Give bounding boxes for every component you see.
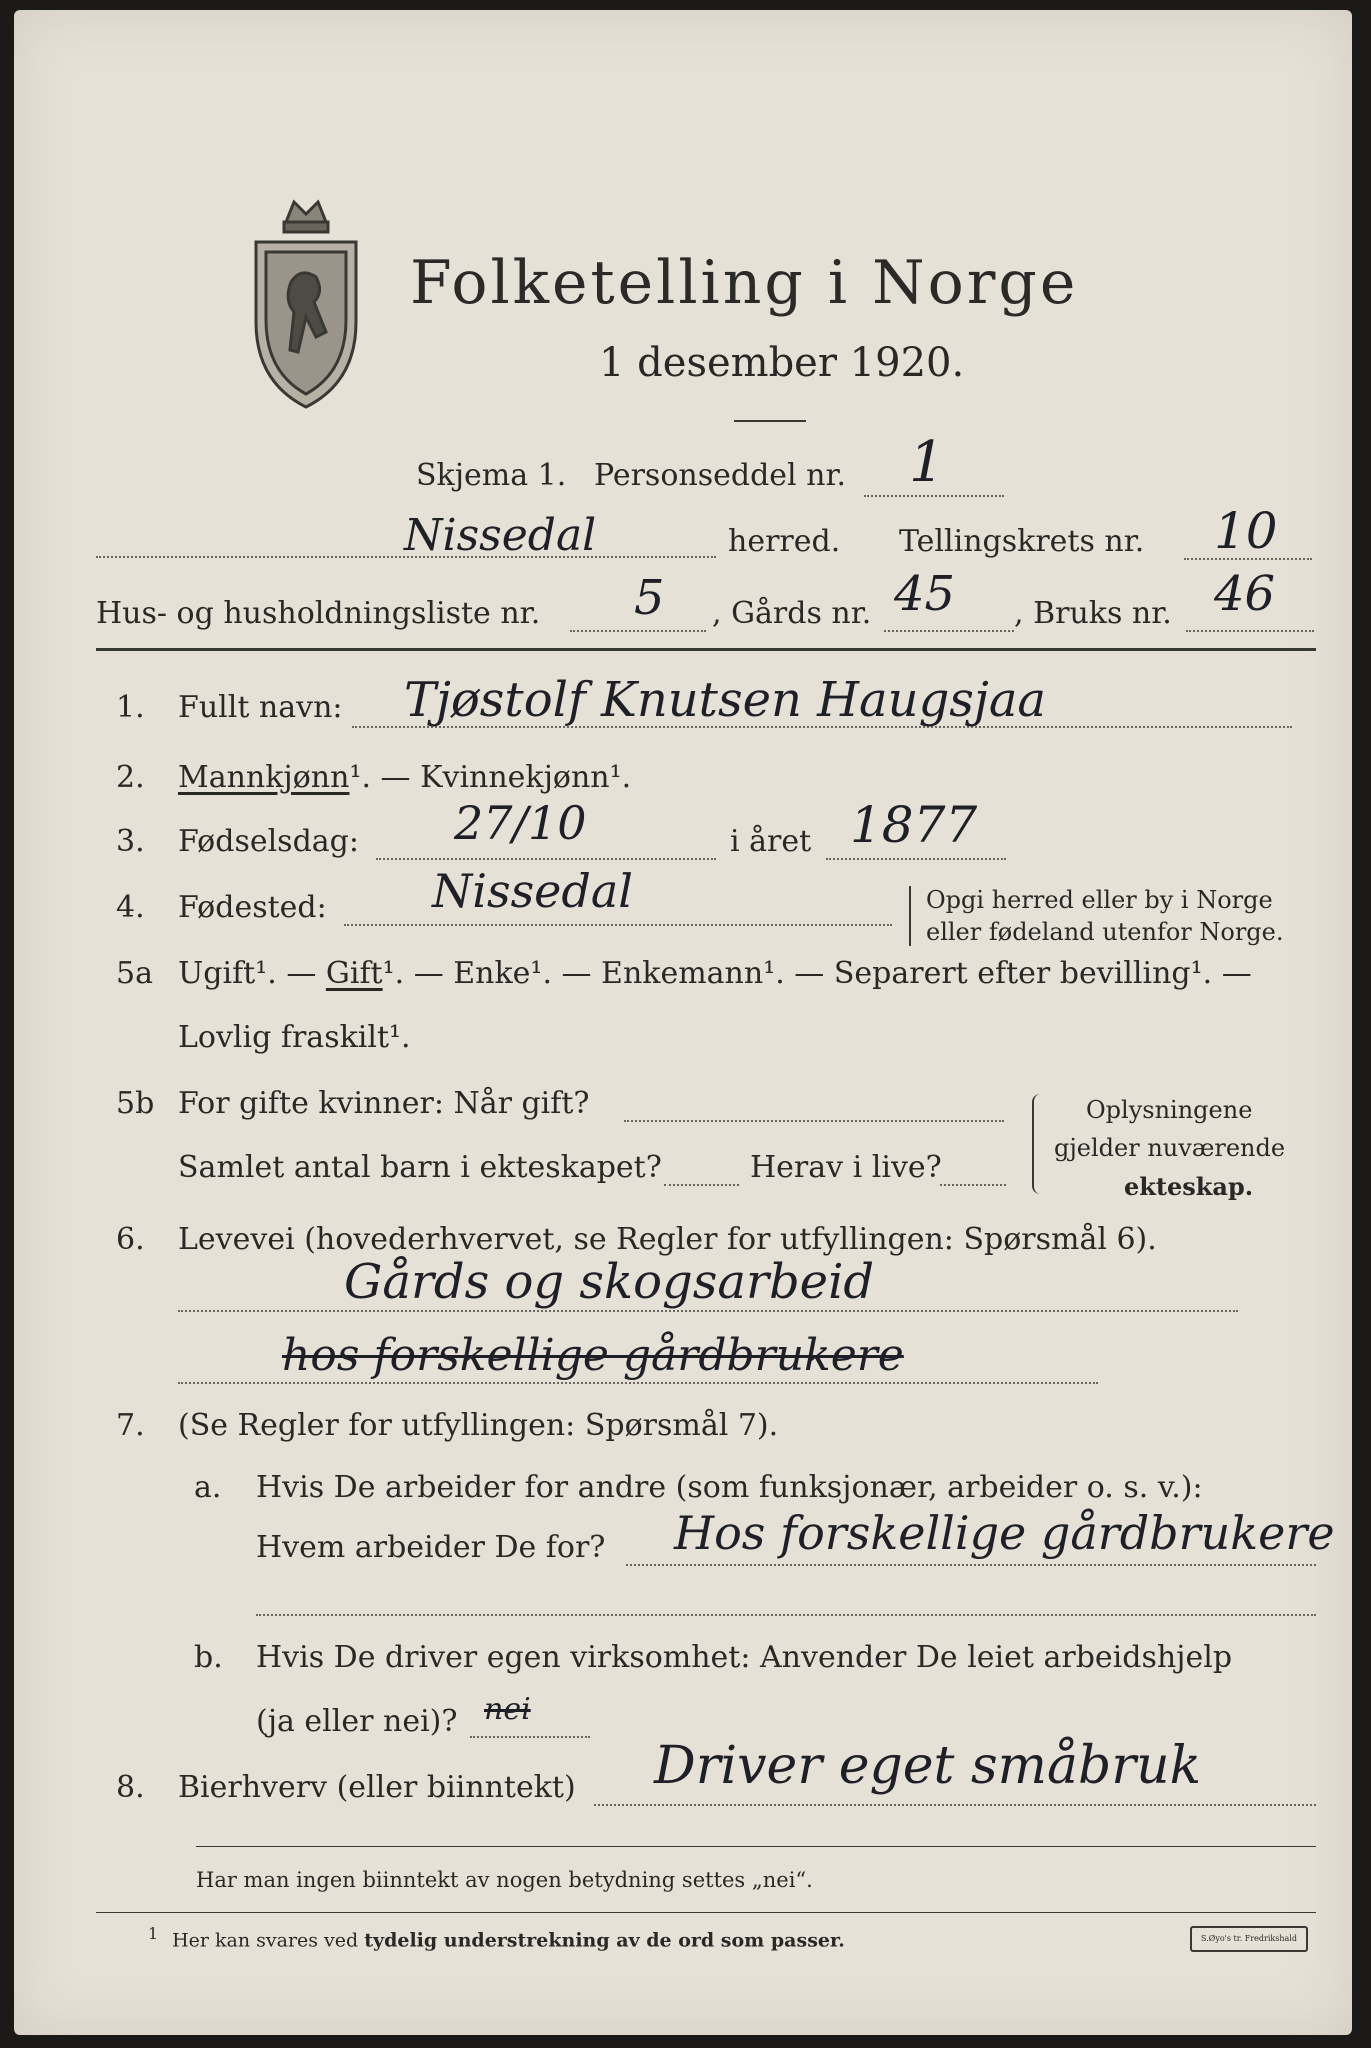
q5b-note-line2: gjelder nuværende [1054,1134,1286,1162]
personseddel-label: Personseddel nr. [594,458,847,493]
q7b-question: (ja eller nei)? [256,1704,458,1739]
q7a-question: Hvem arbeider De for? [256,1530,606,1565]
footnote-divider [96,1912,1316,1913]
gards-value[interactable]: 45 [894,566,956,622]
side-income-value[interactable]: Driver eget småbruk [654,1736,1202,1796]
q8-label: Bierhverv (eller biinntekt) [178,1770,576,1805]
q4-note-line1: Opgi herred eller by i Norge [926,886,1273,914]
q4-note-brace [909,886,917,946]
norway-coat-of-arms-icon [246,182,366,412]
header-divider [96,648,1316,651]
q5b-label-married-when: For gifte kvinner: Når gift? [178,1086,590,1121]
q5b-note-brace [1032,1094,1044,1194]
q5b-number: 5b [116,1086,155,1121]
q7a-text: Hvis De arbeider for andre (som funksjonær, arbeider o. s. v.): [256,1470,1203,1505]
q7-label: (Se Regler for utfyllingen: Spørsmål 7). [178,1408,779,1443]
birthplace-value[interactable]: Nissedal [432,864,633,918]
birthdate-value[interactable]: 27/10 [454,796,587,850]
q3-number: 3. [116,824,145,859]
male-option[interactable]: Mannkjønn [178,760,350,795]
no-income-note: Har man ingen biinntekt av nogen betydning settes „nei“. [196,1868,813,1892]
q4-number: 4. [116,890,145,925]
skjema-label: Skjema 1. [416,458,567,493]
hus-value[interactable]: 5 [634,570,665,626]
bruks-value[interactable]: 46 [1214,566,1276,622]
gift-option[interactable]: Gift [325,956,383,991]
q1-number: 1. [116,690,145,725]
q5b-note-line1: Oplysningene [1086,1096,1253,1124]
q8-number: 8. [116,1770,145,1805]
tellingskrets-label: Tellingskrets nr. [899,524,1145,559]
printer-stamp: S.Øyo's tr. Fredrikshald [1190,1926,1308,1952]
herred-value[interactable]: Nissedal [404,510,597,561]
occupation-line1-value[interactable]: Gårds og skogsarbeid [344,1254,875,1310]
q6-number: 6. [116,1222,145,1257]
q7a-letter: a. [194,1470,222,1505]
q5a-marital-options: Ugift¹. — Gift¹. — Enke¹. — Enkemann¹. — Separert efter bevilling¹. — [178,956,1252,991]
hired-help-value[interactable]: nei [484,1692,531,1727]
form-title: Folketelling i Norge [410,248,1079,318]
title-divider [734,420,806,422]
q5b-label-alive: Herav i live? [750,1150,942,1185]
enke-option[interactable]: Enke [453,956,531,991]
personseddel-value[interactable]: 1 [909,430,945,495]
birth-year-value[interactable]: 1877 [850,796,978,854]
q7b-letter: b. [194,1640,223,1675]
footer-divider [196,1846,1316,1847]
tellingskrets-value[interactable]: 10 [1214,502,1278,560]
hus-label: Hus- og husholdningsliste nr. [96,596,541,631]
q4-label: Fødested: [178,890,327,925]
employer-value[interactable]: Hos forskellige gårdbrukere [674,1506,1335,1560]
full-name-value[interactable]: Tjøstolf Knutsen Haugsjaa [404,672,1047,728]
q5b-note-line3: ekteskap. [1124,1172,1254,1201]
q2-sex-options: Mannkjønn¹. — Kvinnekjønn¹. [178,760,632,795]
q5a-line2: Lovlig fraskilt¹. [178,1020,411,1055]
census-form [14,10,1352,2035]
lovlig-fraskilt-option[interactable]: Lovlig fraskilt [178,1020,390,1055]
q4-note-line2: eller fødeland utenfor Norge. [926,918,1284,946]
occupation-line2-value[interactable]: hos forskellige gårdbrukere [282,1330,904,1381]
gards-label: , Gårds nr. [712,596,872,631]
form-date: 1 desember 1920. [599,340,965,386]
footnote: $^1$ Her kan svares ved tydelig understrekning av de ord som passer. [148,1924,845,1952]
q7b-text: Hvis De driver egen virksomhet: Anvender De leiet arbeidshjelp [256,1640,1233,1675]
female-option[interactable]: Kvinnekjønn [420,760,610,795]
herred-label: herred. [728,524,841,559]
q2-number: 2. [116,760,145,795]
bruks-label: , Bruks nr. [1014,596,1172,631]
year-label: i året [730,824,812,859]
q1-label: Fullt navn: [178,690,343,725]
q5b-label-children: Samlet antal barn i ekteskapet? [178,1150,662,1185]
ugift-option[interactable]: Ugift [178,956,256,991]
separert-option[interactable]: Separert efter bevilling [833,956,1191,991]
q7-number: 7. [116,1408,145,1443]
q3-label: Fødselsdag: [178,824,359,859]
q5a-number: 5a [116,956,153,991]
q6-label: Levevei (hovederhvervet, se Regler for utfyllingen: Spørsmål 6). [178,1222,1157,1257]
enkemann-option[interactable]: Enkemann [601,956,764,991]
